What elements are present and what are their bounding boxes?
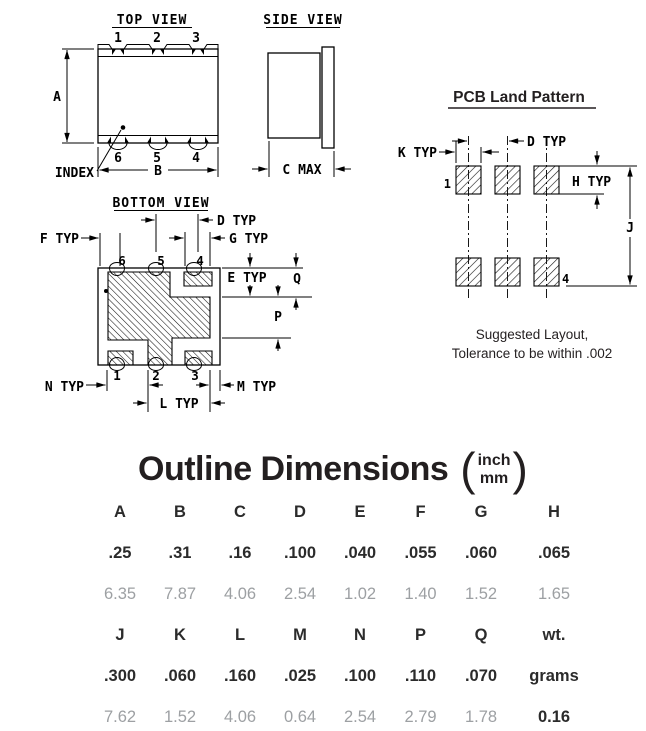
mm-value: 4.06 [223,708,257,727]
inch-value: .25 [108,544,132,563]
inch-value: .060 [163,667,197,686]
mm-value: 1.65 [537,585,571,604]
inch-value: .100 [283,544,317,563]
dimension-d-pcb [452,135,566,150]
top-view-drawing [53,13,218,181]
inch-value: .16 [228,544,252,563]
pin-label-4: 4 [196,253,204,268]
inch-value: .110 [404,667,437,686]
unit-inch: inch [477,451,511,469]
pin-label-4: 4 [192,151,200,166]
weight-value: 0.16 [537,708,571,727]
dim-letter: P [414,626,426,645]
dim-label-h: H TYP [572,175,612,190]
pad-6 [456,258,481,286]
suggested-layout-note-line2: Tolerance to be within .002 [451,346,613,361]
pin-label-1: 1 [113,368,121,383]
pin-label-1: 1 [114,31,122,46]
outline-dimensions-title-row [138,443,646,495]
dimensions-bottom-side [45,370,276,412]
dim-letter: K [174,626,186,645]
dim-letter: E [354,503,366,522]
dim-label-g: G TYP [229,232,269,247]
mm-value: 1.78 [464,708,498,727]
pin-label-3: 3 [191,368,199,383]
pad-number-4: 4 [562,272,570,286]
dims-table-group2-inch-values [90,663,646,690]
inch-value: .025 [283,667,317,686]
dim-label-p: P [274,310,282,325]
terminal-flange-side-view [322,47,334,148]
dim-label-j: J [626,221,634,236]
mm-value: 1.40 [404,585,437,604]
extension-lines-top [100,214,210,266]
dimension-k [398,141,499,163]
pin-label-5: 5 [157,253,165,268]
dim-letter: G [474,503,488,522]
dim-letter: L [234,626,246,645]
index-label: INDEX [54,166,94,181]
dim-letter: J [115,626,125,645]
inch-value: .055 [404,544,437,563]
edge-tab [204,45,218,50]
mm-value: 2.54 [283,585,317,604]
mm-value: 7.87 [163,585,197,604]
dims-table-group1-inch-values [90,540,646,567]
pad-3 [534,166,559,194]
package-body-side-view [268,53,320,138]
pin-label-6: 6 [114,151,122,166]
pad-2 [495,166,520,194]
dim-label-n: N TYP [44,380,84,395]
paren-close: ) [512,443,528,495]
dim-label-e: E TYP [227,271,267,286]
dim-letter: N [354,626,366,645]
castellation-marks-top [112,49,204,55]
outline-dimensions-section [0,442,646,731]
index-dot [121,125,126,130]
mm-value: 7.62 [103,708,137,727]
dim-letter: C [234,503,246,522]
dimension-a [53,49,94,143]
dims-table-group2-mm-values [90,704,646,731]
pad-5 [495,258,520,286]
inch-value: .060 [464,544,498,563]
dim-letter: B [174,503,186,522]
mm-value: 1.02 [343,585,377,604]
inch-value: .160 [223,667,257,686]
mm-value: 2.79 [404,708,437,727]
dim-label-l: L TYP [159,397,199,412]
dim-label-c-max: C MAX [282,163,322,178]
mm-value: 6.35 [103,585,137,604]
dimensions-right-side [222,253,312,351]
mm-value: 4.06 [223,585,257,604]
inch-value: .040 [343,544,377,563]
outline-dimensions-title: Outline Dimensions [138,450,449,489]
dim-letter: H [548,503,560,522]
dimension-f [40,232,99,247]
pad-3-bottom-view [185,351,212,365]
pin-label-5: 5 [153,151,161,166]
dims-table-group2-headers [90,622,646,649]
edge-tab [164,45,192,50]
dim-letter: M [293,626,307,645]
dimension-d-bottom [141,214,256,229]
mm-value: 1.52 [464,585,498,604]
side-view-title: SIDE VIEW [263,13,343,28]
dims-table-group1-headers [90,499,646,526]
dim-label-b: B [154,164,162,179]
inch-value: .100 [343,667,377,686]
dim-label-d: D TYP [217,214,257,229]
pin-label-2: 2 [152,368,160,383]
side-view-drawing [252,13,351,178]
mm-value: 2.54 [343,708,377,727]
pad-4 [534,258,559,286]
dim-label-k: K TYP [397,146,437,161]
dim-letter: Q [474,626,488,645]
mm-value: 1.52 [163,708,197,727]
dim-label-m: M TYP [237,380,277,395]
inch-value: .065 [537,544,571,563]
suggested-layout-note-line1: Suggested Layout, [475,327,589,342]
inch-value: .070 [464,667,498,686]
dim-letter: A [114,503,126,522]
unit-mm: mm [479,469,509,487]
dim-label-a: A [53,90,61,105]
dim-letter: F [415,503,426,522]
edge-tab [124,45,152,50]
bottom-view-drawing [40,196,312,412]
bottom-view-title: BOTTOM VIEW [112,196,210,211]
pad-number-1: 1 [443,177,451,191]
pin-label-6: 6 [118,253,126,268]
dim-letter-wt: wt. [542,626,566,645]
index-mark-bottom-view [104,289,108,293]
inch-value: .300 [103,667,137,686]
mm-value: 0.64 [283,708,317,727]
top-view-title: TOP VIEW [116,13,188,28]
pcb-land-pattern-drawing [398,89,637,361]
dims-table-group1-mm-values [90,581,646,608]
unit-stack [478,452,511,487]
dimension-c [252,141,351,178]
dim-label-d-pcb: D TYP [527,135,567,150]
pin-label-2: 2 [153,31,161,46]
dim-letter: D [294,503,306,522]
package-body-top-view [98,49,218,143]
dim-label-q: Q [293,272,301,287]
inch-value: .31 [168,544,192,563]
pcb-land-pattern-title: PCB Land Pattern [453,89,585,106]
dimension-h [559,151,637,209]
pad-1 [456,166,481,194]
units-annotation [460,443,528,495]
dim-label-f: F TYP [39,232,79,247]
dimension-g [169,232,268,247]
paren-open: ( [460,443,476,495]
pin-label-3: 3 [192,31,200,46]
weight-unit: grams [529,667,579,686]
edge-tab [98,45,112,50]
